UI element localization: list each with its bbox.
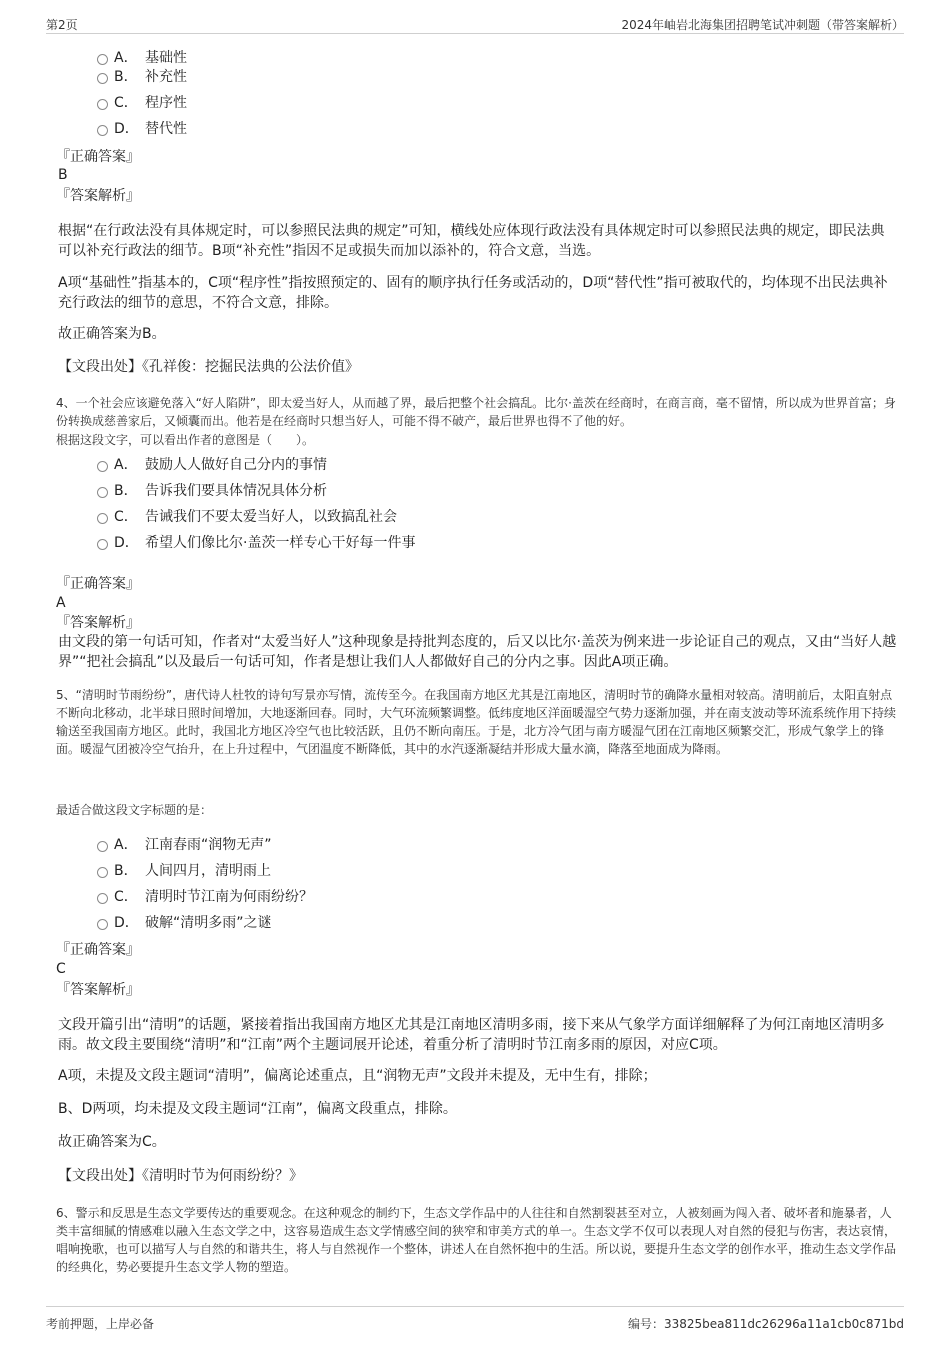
correct-answer-value: C [56, 961, 66, 977]
analysis-label: 『答案解析』 [56, 188, 140, 204]
correct-answer-label: 『正确答案』 [56, 942, 140, 958]
q4-option-c[interactable]: C． 告诫我们不要太爱当好人，以致搞乱社会 [97, 507, 497, 527]
question-stem: 4、一个社会应该避免落入“好人陷阱”，即太爱当好人，从而越了界，最后把整个社会搞乱。比尔·盖茨在经商时，在商言商，毫不留情，所以成为世界首富；身份转换成慈善家后，又倾囊而出。他若是在经商时只想当好人，可能不得不破产，最后世界也得不了他的好。 [56, 396, 896, 428]
analysis-paragraph: 故正确答案为C。 [58, 1134, 166, 1150]
q3-option-b[interactable]: B． 补充性 [97, 67, 397, 87]
analysis-paragraph: B、D两项，均未提及文段主题词“江南”，偏离文段重点，排除。 [58, 1101, 457, 1117]
radio-icon[interactable] [97, 919, 108, 930]
radio-icon[interactable] [97, 99, 108, 110]
correct-answer-value: B [58, 167, 68, 183]
page-header [46, 15, 904, 34]
radio-icon[interactable] [97, 461, 108, 472]
analysis-paragraph: A项，未提及文段主题词“清明”，偏离论述重点，且“润物无声”文段并未提及，无中生有，排除； [58, 1068, 657, 1084]
q5-option-d[interactable]: D． 破解“清明多雨”之谜 [97, 913, 497, 933]
q3-option-a[interactable]: A． 基础性 [97, 48, 397, 68]
radio-icon[interactable] [97, 513, 108, 524]
analysis-paragraph: 故正确答案为B。 [58, 326, 166, 342]
radio-icon[interactable] [97, 867, 108, 878]
source-citation: 【文段出处】《孔祥俊：挖掘民法典的公法价值》 [58, 359, 359, 375]
radio-icon[interactable] [97, 54, 108, 65]
radio-icon[interactable] [97, 539, 108, 550]
analysis-paragraph: 文段开篇引出“清明”的话题，紧接着指出我国南方地区尤其是江南地区清明多雨，接下来从气象学方面详细解释了为何江南地区清明多雨。故文段主要围绕“清明”和“江南”两个主题词展开论述，着重分析了清明时节江南多雨的原因，对应C项。 [58, 1017, 885, 1053]
q4-option-b[interactable]: B． 告诉我们要具体情况具体分析 [97, 481, 497, 501]
q3-option-c[interactable]: C． 程序性 [97, 93, 397, 113]
radio-icon[interactable] [97, 893, 108, 904]
q4-option-a[interactable]: A． 鼓励人人做好自己分内的事情 [97, 455, 497, 475]
document-title: 2024年岫岩北海集团招聘笔试冲刺题（带答案解析） [621, 18, 904, 32]
analysis-paragraph: 由文段的第一句话可知，作者对“太爱当好人”这种现象是持批判态度的，后又以比尔·盖茨为例来进一步论证自己的观点，又由“当好人越界”“把社会搞乱”以及最后一句话可知，作者是想让我们人人都做好自己的分内之事。因此A项正确。 [58, 634, 897, 670]
analysis-paragraph: A项“基础性”指基本的，C项“程序性”指按照预定的、固有的顺序执行任务或活动的，D项“替代性”指可被取代的，均体现不出民法典补充行政法的细节的意思，不符合文意，排除。 [58, 275, 888, 311]
question-prompt: 根据这段文字，可以看出作者的意图是（ ）。 [56, 433, 315, 447]
document-id: 编号：33825bea811dc26296a11a1cb0c871bd [627, 1317, 904, 1331]
analysis-label: 『答案解析』 [56, 982, 140, 998]
q5-option-a[interactable]: A． 江南春雨“润物无声” [97, 835, 497, 855]
source-citation: 【文段出处】《清明时节为何雨纷纷？》 [58, 1168, 303, 1184]
question-stem: 6、警示和反思是生态文学要传达的重要观念。在这种观念的制约下，生态文学作品中的人往往和自然割裂甚至对立，人被刻画为闯入者、破坏者和施暴者，人类丰富细腻的情感难以融入生态文学之中，这容易造成生态文学情感空间的狭窄和审美方式的单一。生态文学不仅可以表现人对自然的侵犯与伤害，表达哀情，唱响挽歌，也可以描写人与自然的和谐共生，将人与自然视作一个整体，讲述人在自然怀抱中的生活。所以说，要提升生态文学的创作水平，推动生态文学作品的经典化，势必要提升生态文学人物的塑造。 [56, 1206, 897, 1274]
analysis-paragraph: 根据“在行政法没有具体规定时，可以参照民法典的规定”可知，横线处应体现行政法没有具体规定时可以参照民法典的规定，即民法典可以补充行政法的细节。B项“补充性”指因不足或损失而加以添补的，符合文意，当选。 [58, 223, 885, 259]
q3-option-d[interactable]: D． 替代性 [97, 119, 397, 139]
page-footer [46, 1306, 904, 1329]
radio-icon[interactable] [97, 841, 108, 852]
question-stem: 5、“清明时节雨纷纷”，唐代诗人杜牧的诗句写景亦写情，流传至今。在我国南方地区尤其是江南地区，清明时节的确降水量相对较高。清明前后，太阳直射点不断向北移动，北半球日照时间增加，大地逐渐回春。同时，大气环流频繁调整。低纬度地区洋面暖湿空气势力逐渐加强，并在南支波动等环流系统作用下持续输送至我国南方地区。此时，我国北方地区冷空气也比较活跃，且仍不断向南压。于是，北方冷气团与南方暖湿气团在江南地区频繁交汇，形成气象学上的锋面。暖湿气团被冷空气抬升，在上升过程中，气团温度不断降低，其中的水汽逐渐凝结并形成大量水滴，降落至地面成为降雨。 [56, 688, 897, 756]
q4-option-d[interactable]: D． 希望人们像比尔·盖茨一样专心干好每一件事 [97, 533, 497, 553]
page-number: 第2页 [46, 18, 78, 32]
radio-icon[interactable] [97, 73, 108, 84]
footer-slogan: 考前押题，上岸必备 [46, 1317, 155, 1331]
question-prompt: 最适合做这段文字标题的是： [56, 803, 213, 817]
analysis-label: 『答案解析』 [56, 615, 140, 631]
radio-icon[interactable] [97, 487, 108, 498]
q5-option-c[interactable]: C． 清明时节江南为何雨纷纷？ [97, 887, 497, 907]
q5-option-b[interactable]: B． 人间四月，清明雨上 [97, 861, 497, 881]
correct-answer-label: 『正确答案』 [56, 576, 140, 592]
correct-answer-value: A [56, 595, 66, 611]
radio-icon[interactable] [97, 125, 108, 136]
correct-answer-label: 『正确答案』 [56, 149, 140, 165]
